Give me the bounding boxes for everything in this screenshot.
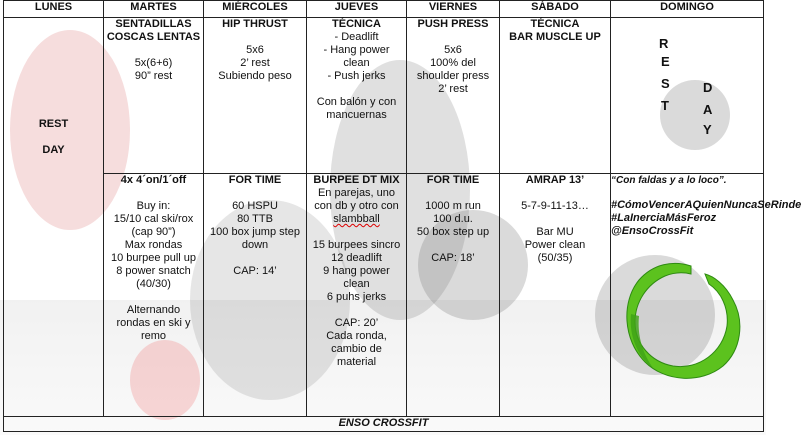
viernes-wod-line: 100 d.u. xyxy=(433,213,473,225)
martes-wod-line: (40/30) xyxy=(136,278,171,290)
martes-wod-line: 15/10 cal ski/rox xyxy=(113,213,194,225)
enso-logo xyxy=(613,244,753,394)
martes-wod-line: 10 burpee pull up xyxy=(110,252,196,264)
day-header-domingo: DOMINGO xyxy=(611,1,764,18)
jueves-strength-line: - Deadlift xyxy=(334,31,379,43)
jueves-wod-line: cambio de xyxy=(331,343,382,355)
domingo-rest-cell xyxy=(611,18,764,174)
miercoles-strength-note: Subiendo peso xyxy=(218,70,292,82)
viernes-strength-line: 2’ rest xyxy=(438,83,468,95)
miercoles-strength-title: HIP THRUST xyxy=(222,18,288,30)
viernes-strength-line: 100% del xyxy=(430,57,476,69)
jueves-wod-line: En parejas, uno xyxy=(317,187,396,199)
martes-strength-rest: 90” rest xyxy=(134,70,173,82)
footer-row xyxy=(4,417,764,432)
jueves-wod-line: 6 puhs jerks xyxy=(326,291,387,303)
miercoles-wod-cap: CAP: 14’ xyxy=(233,265,277,277)
miercoles-strength-sets: 5x6 xyxy=(246,44,264,56)
jueves-strength-title: TÉCNICA xyxy=(332,18,381,30)
enso-brush-stroke xyxy=(627,263,740,378)
miercoles-wod-line: 100 box jump step xyxy=(210,226,300,238)
miercoles-wod-line: 80 TTB xyxy=(237,213,273,225)
weekly-schedule-table xyxy=(3,0,801,432)
day-header-viernes: VIERNES xyxy=(407,1,500,18)
day-letter: A xyxy=(703,102,713,117)
jueves-wod-line: clean xyxy=(343,278,370,290)
wod-row xyxy=(4,174,764,417)
instagram-handle: @EnsoCrossFit xyxy=(611,225,694,237)
martes-wod-title: 4x 4´on/1´off xyxy=(120,174,187,186)
martes-strength-title: SENTADILLAS xyxy=(115,18,192,30)
day-letter: Y xyxy=(703,122,712,137)
jueves-wod-title: BURPEE DT MIX xyxy=(313,174,400,186)
martes-wod-cell xyxy=(104,174,204,417)
sabado-wod-cell xyxy=(500,174,611,417)
viernes-strength-line: 5x6 xyxy=(444,44,462,56)
viernes-wod-cell xyxy=(407,174,500,417)
jueves-wod-line: con db y otro con xyxy=(314,200,399,212)
sabado-wod-line: (50/35) xyxy=(537,252,573,264)
sabado-wod-line: Bar MU xyxy=(536,226,574,238)
martes-wod-line: Alternando xyxy=(126,304,181,316)
jueves-wod-line: 9 hang power xyxy=(323,265,390,277)
lunes-rest-label: REST xyxy=(38,118,69,130)
jueves-strength-line: mancuernas xyxy=(326,109,387,121)
jueves-wod-line: 15 burpees sincro xyxy=(312,239,401,251)
martes-strength-cell xyxy=(104,18,204,174)
martes-wod-line: (cap 90”) xyxy=(131,226,176,238)
jueves-strength-line: - Hang power xyxy=(323,44,390,56)
sabado-strength-title: TÉCNICA xyxy=(530,18,580,30)
martes-wod-line: Max rondas xyxy=(124,239,183,251)
lunes-rest-cell xyxy=(4,18,104,417)
jueves-strength-line: Con balón y con xyxy=(316,96,397,108)
martes-strength-sets: 5x(6+6) xyxy=(134,57,173,69)
miercoles-strength-rest: 2’ rest xyxy=(240,57,270,69)
jueves-wod-line: 12 deadlift xyxy=(331,252,382,264)
sabado-wod-line: Power clean xyxy=(524,239,586,251)
day-header-jueves: JUEVES xyxy=(307,1,407,18)
viernes-strength-line: shoulder press xyxy=(416,70,490,82)
viernes-wod-line: 1000 m run xyxy=(425,200,481,212)
martes-wod-line: rondas en ski y xyxy=(116,317,191,329)
viernes-wod-line: 50 box step up xyxy=(416,226,490,238)
rest-letter: T xyxy=(661,98,669,113)
martes-wod-line: remo xyxy=(140,330,167,342)
rest-letter: R xyxy=(659,36,669,51)
day-header-lunes: LUNES xyxy=(4,1,104,18)
sabado-wod-title: AMRAP 13’ xyxy=(525,174,585,186)
day-header-martes: MARTES xyxy=(104,1,204,18)
motto-quote: “Con faldas y a lo loco”. xyxy=(611,175,727,186)
lunes-day-label: DAY xyxy=(42,144,65,156)
martes-wod-line: 8 power snatch xyxy=(116,265,191,277)
sabado-wod-line: 5-7-9-11-13… xyxy=(521,200,589,212)
jueves-wod-line: slambball xyxy=(333,213,380,225)
jueves-wod-cell xyxy=(307,174,407,417)
jueves-wod-line: CAP: 20’ xyxy=(334,317,379,329)
miercoles-strength-cell xyxy=(204,18,307,174)
miercoles-wod-line: down xyxy=(241,239,269,251)
miercoles-wod-line: 60 HSPU xyxy=(232,200,278,212)
day-letter: D xyxy=(703,80,713,95)
sabado-strength-title-2: BAR MUSCLE UP xyxy=(509,31,601,43)
martes-wod-line: Buy in: xyxy=(136,200,171,212)
viernes-strength-cell xyxy=(407,18,500,174)
header-row xyxy=(4,1,764,18)
hashtag: #CómoVencerAQuienNuncaSeRinde xyxy=(611,199,801,211)
footer-brand: ENSO CROSSFIT xyxy=(4,417,764,432)
day-header-miercoles: MIÉRCOLES xyxy=(204,1,307,18)
jueves-strength-line: - Push jerks xyxy=(327,70,386,82)
miercoles-wod-cell xyxy=(204,174,307,417)
miercoles-wod-title: FOR TIME xyxy=(228,174,282,186)
day-header-sabado: SÁBADO xyxy=(500,1,611,18)
domingo-notes-cell xyxy=(611,174,801,417)
hashtag: #LaInerciaMásFeroz xyxy=(611,212,717,224)
viernes-wod-title: FOR TIME xyxy=(426,174,480,186)
sabado-strength-cell xyxy=(500,18,611,174)
viernes-strength-title: PUSH PRESS xyxy=(417,18,489,30)
jueves-strength-cell xyxy=(307,18,407,174)
martes-strength-title-2: COSCAS LENTAS xyxy=(106,31,201,43)
rest-letter: E xyxy=(661,54,670,69)
rest-letter: S xyxy=(661,76,670,91)
viernes-wod-cap: CAP: 18’ xyxy=(431,252,475,264)
strength-row xyxy=(4,18,764,174)
jueves-wod-line: Cada ronda, xyxy=(326,330,387,342)
jueves-strength-line: clean xyxy=(343,57,370,69)
jueves-wod-line: material xyxy=(336,356,377,368)
